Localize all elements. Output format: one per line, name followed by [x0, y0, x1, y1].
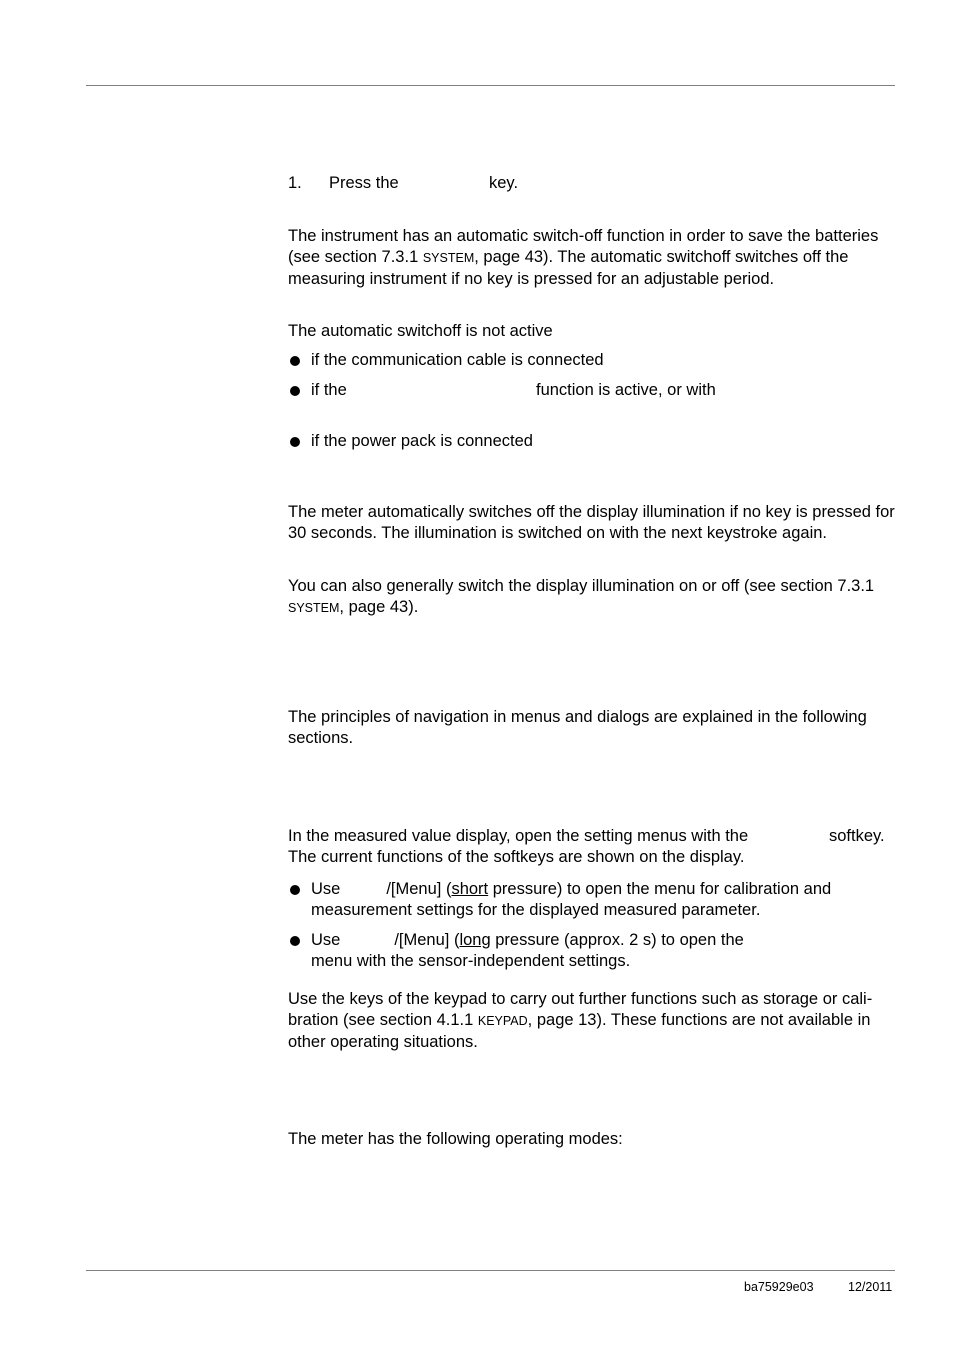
- illumination-paragraph: The meter automatically switches off the display illumination if no key is pressed for 30 seconds. The illumination is switched on with the next keystroke again.: [288, 503, 895, 542]
- navigation-paragraph: The principles of navigation in menus and dialogs are explained in the following sections.: [288, 708, 867, 747]
- footer-rule: [86, 1270, 895, 1271]
- header-rule: [86, 85, 895, 86]
- illumination-setting-paragraph: You can also generally switch the display illumination on or off (see section 7.3.1 SYSTEM, page 43).: [288, 577, 875, 616]
- step-number: 1.: [288, 174, 302, 192]
- keypad-ref: KEYPAD: [477, 1014, 528, 1028]
- doc-id: ba75929e03: [744, 1280, 814, 1294]
- bullet-icon: [290, 437, 300, 447]
- keypad-paragraph: Use the keys of the keypad to carry out further functions such as storage or cali-bration (see section 4.1.1 KEYPAD, page 13). These functions are not available in other operating situations.: [288, 990, 873, 1051]
- doc-date: 12/2011: [848, 1280, 893, 1294]
- menus-intro: In the measured value display, open the setting menus with the softkey. The current functions of the softkeys are shown on the display.: [288, 827, 885, 866]
- auto-switchoff-paragraph: The instrument has an automatic switch-off function in order to save the batteries (see section 7.3.1 SYSTEM, page 43). The automatic switchoff switches off the measuring instrument if no key is pressed for an adjustable period.: [288, 227, 879, 288]
- step-text-post: key.: [489, 174, 519, 192]
- not-active-intro: The automatic switchoff is not active: [288, 322, 553, 340]
- bullet-icon: [290, 356, 300, 366]
- bullet-icon: [290, 386, 300, 396]
- bullet-icon: [290, 936, 300, 946]
- modes-paragraph: The meter has the following operating modes:: [288, 1130, 623, 1148]
- bullet-icon: [290, 885, 300, 895]
- step-1: [288, 173, 900, 194]
- system-ref: SYSTEM: [288, 601, 340, 615]
- system-ref: SYSTEM: [422, 251, 475, 265]
- step-text-pre: Press the: [329, 174, 399, 192]
